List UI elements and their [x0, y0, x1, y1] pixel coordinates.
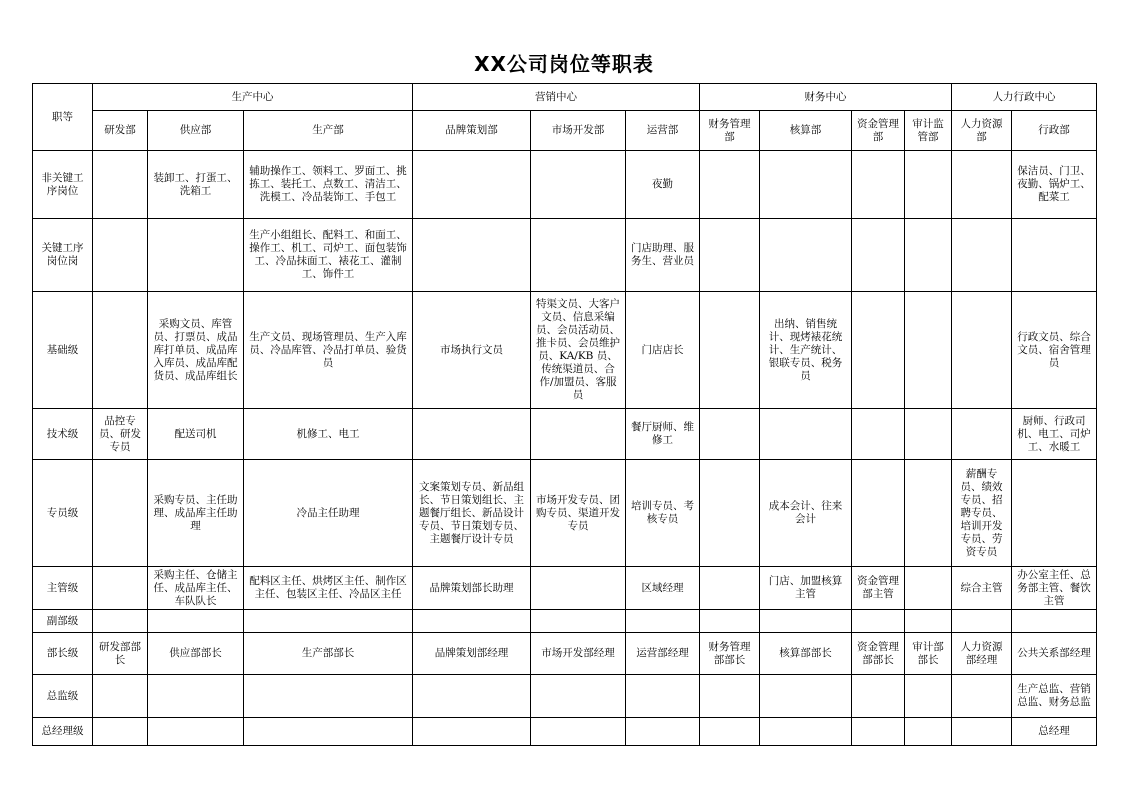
department-header: 人力资源部	[952, 111, 1012, 151]
position-cell: 生产部部长	[244, 633, 413, 675]
position-cell	[413, 409, 531, 460]
table-row	[33, 460, 1097, 567]
position-cell	[1012, 610, 1097, 633]
position-cell	[244, 675, 413, 718]
position-cell: 生产文员、现场管理员、生产入库员、冷品库管、冷品打单员、验货员	[244, 292, 413, 409]
position-cell: 餐厅厨师、维修工	[626, 409, 700, 460]
position-cell	[700, 292, 760, 409]
position-cell: 成本会计、往来会计	[760, 460, 852, 567]
position-cell: 供应部部长	[148, 633, 244, 675]
position-cell	[413, 151, 531, 219]
position-cell	[760, 151, 852, 219]
position-cell	[93, 219, 148, 292]
position-cell	[852, 675, 905, 718]
position-cell	[760, 219, 852, 292]
position-cell	[852, 460, 905, 567]
position-cell	[760, 718, 852, 746]
department-header: 行政部	[1012, 111, 1097, 151]
position-cell	[413, 610, 531, 633]
position-cell: 特渠文员、大客户文员、信息采编员、会员活动员、推卡员、会员维护员、KA/KB 员、传统渠道员、合作/加盟员、客服员	[531, 292, 626, 409]
grade-header: 职等	[33, 84, 93, 151]
position-cell: 培训专员、考核专员	[626, 460, 700, 567]
position-cell	[148, 718, 244, 746]
position-cell: 公共关系部经理	[1012, 633, 1097, 675]
position-cell: 研发部部长	[93, 633, 148, 675]
position-cell	[905, 610, 952, 633]
table-row	[33, 151, 1097, 219]
position-cell	[852, 219, 905, 292]
position-cell	[852, 610, 905, 633]
position-cell: 薪酬专员、绩效专员、招聘专员、培训开发专员、劳资专员	[952, 460, 1012, 567]
table-body	[33, 151, 1097, 746]
position-cell	[905, 675, 952, 718]
department-header: 研发部	[93, 111, 148, 151]
grade-label: 总监级	[33, 675, 93, 718]
position-cell	[531, 567, 626, 610]
grade-label: 主管级	[33, 567, 93, 610]
position-cell	[760, 610, 852, 633]
grade-label: 专员级	[33, 460, 93, 567]
grade-label: 技术级	[33, 409, 93, 460]
center-group-header: 财务中心	[700, 84, 952, 111]
position-cell	[905, 409, 952, 460]
position-cell	[413, 718, 531, 746]
table-row	[33, 567, 1097, 610]
position-cell	[626, 610, 700, 633]
position-cell	[760, 675, 852, 718]
position-cell	[700, 567, 760, 610]
table-row	[33, 718, 1097, 746]
position-cell	[93, 610, 148, 633]
table-header	[33, 84, 1097, 151]
position-cell	[93, 460, 148, 567]
position-cell: 资金管理部部长	[852, 633, 905, 675]
position-cell	[952, 219, 1012, 292]
position-cell	[1012, 219, 1097, 292]
position-cell	[531, 219, 626, 292]
position-cell: 审计部部长	[905, 633, 952, 675]
position-cell	[531, 409, 626, 460]
position-cell	[93, 151, 148, 219]
position-cell: 综合主管	[952, 567, 1012, 610]
position-cell	[905, 718, 952, 746]
position-cell: 出纳、销售统计、现烤裱花统计、生产统计、银联专员、税务员	[760, 292, 852, 409]
position-cell	[700, 718, 760, 746]
position-cell	[700, 610, 760, 633]
position-cell	[700, 151, 760, 219]
position-cell	[700, 675, 760, 718]
position-cell	[413, 675, 531, 718]
department-header: 核算部	[760, 111, 852, 151]
position-cell	[952, 675, 1012, 718]
department-header: 资金管理部	[852, 111, 905, 151]
position-cell: 行政文员、综合文员、宿舍管理员	[1012, 292, 1097, 409]
position-cell: 装卸工、打蛋工、洗箱工	[148, 151, 244, 219]
position-cell	[1012, 460, 1097, 567]
grade-label: 副部级	[33, 610, 93, 633]
grade-label: 总经理级	[33, 718, 93, 746]
position-cell: 冷品主任助理	[244, 460, 413, 567]
center-group-header: 生产中心	[93, 84, 413, 111]
position-cell: 品牌策划部长助理	[413, 567, 531, 610]
position-cell	[531, 610, 626, 633]
position-cell: 采购专员、主任助理、成品库主任助理	[148, 460, 244, 567]
position-cell	[93, 292, 148, 409]
position-cell: 财务管理部部长	[700, 633, 760, 675]
position-cell: 夜勤	[626, 151, 700, 219]
position-cell: 采购主任、仓储主任、成品库主任、车队队长	[148, 567, 244, 610]
department-header: 生产部	[244, 111, 413, 151]
table-row	[33, 219, 1097, 292]
position-cell: 厨师、行政司机、电工、司炉工、水暖工	[1012, 409, 1097, 460]
position-cell: 核算部部长	[760, 633, 852, 675]
position-cell: 辅助操作工、领料工、罗面工、挑拣工、装托工、点数工、清洁工、洗模工、冷品装饰工、手包工	[244, 151, 413, 219]
position-cell: 总经理	[1012, 718, 1097, 746]
grade-label: 非关键工序岗位	[33, 151, 93, 219]
position-cell: 运营部经理	[626, 633, 700, 675]
department-header: 财务管理部	[700, 111, 760, 151]
position-cell: 品牌策划部经理	[413, 633, 531, 675]
table-row	[33, 610, 1097, 633]
position-cell	[531, 718, 626, 746]
position-cell	[852, 409, 905, 460]
position-cell	[148, 610, 244, 633]
grade-label: 关键工序岗位岗	[33, 219, 93, 292]
position-cell	[700, 219, 760, 292]
position-cell	[244, 610, 413, 633]
position-cell	[905, 460, 952, 567]
position-cell	[952, 409, 1012, 460]
position-cell	[952, 718, 1012, 746]
position-cell	[905, 219, 952, 292]
table-row	[33, 409, 1097, 460]
center-group-header: 人力行政中心	[952, 84, 1097, 111]
position-cell	[244, 718, 413, 746]
position-cell: 区域经理	[626, 567, 700, 610]
position-cell: 生产小组组长、配料工、和面工、操作工、机工、司炉工、面包装饰工、冷品抹面工、裱花工、灌制工、饰件工	[244, 219, 413, 292]
position-cell	[626, 675, 700, 718]
department-header: 审计监管部	[905, 111, 952, 151]
table-row	[33, 675, 1097, 718]
position-cell	[93, 567, 148, 610]
position-cell: 文案策划专员、新品组长、节日策划组长、主题餐厅组长、新品设计专员、节日策划专员、主题餐厅设计专员	[413, 460, 531, 567]
position-cell: 配料区主任、烘烤区主任、制作区主任、包装区主任、冷品区主任	[244, 567, 413, 610]
department-header: 品牌策划部	[413, 111, 531, 151]
department-header: 运营部	[626, 111, 700, 151]
position-cell: 配送司机	[148, 409, 244, 460]
department-header: 市场开发部	[531, 111, 626, 151]
table-row	[33, 292, 1097, 409]
position-cell	[93, 718, 148, 746]
position-cell: 门店助理、服务生、营业员	[626, 219, 700, 292]
position-cell	[952, 151, 1012, 219]
position-cell	[148, 675, 244, 718]
position-cell: 市场执行文员	[413, 292, 531, 409]
position-cell	[952, 292, 1012, 409]
position-cell: 门店店长	[626, 292, 700, 409]
position-cell: 市场开发部经理	[531, 633, 626, 675]
grade-label: 部长级	[33, 633, 93, 675]
position-cell	[700, 460, 760, 567]
position-cell	[905, 292, 952, 409]
position-cell: 资金管理部主管	[852, 567, 905, 610]
department-header: 供应部	[148, 111, 244, 151]
position-cell: 办公室主任、总务部主管、餐饮主管	[1012, 567, 1097, 610]
position-cell	[760, 409, 852, 460]
table-row	[33, 633, 1097, 675]
position-cell: 生产总监、营销总监、财务总监	[1012, 675, 1097, 718]
position-cell	[952, 610, 1012, 633]
position-cell: 品控专员、研发专员	[93, 409, 148, 460]
position-cell	[93, 675, 148, 718]
position-cell: 采购文员、库管员、打票员、成品库打单员、成品库入库员、成品库配货员、成品库组长	[148, 292, 244, 409]
position-cell	[852, 151, 905, 219]
position-cell: 门店、加盟核算主管	[760, 567, 852, 610]
position-cell	[531, 675, 626, 718]
position-cell	[905, 151, 952, 219]
position-cell	[148, 219, 244, 292]
position-cell: 机修工、电工	[244, 409, 413, 460]
position-cell	[905, 567, 952, 610]
document-title: XX公司岗位等职表	[474, 52, 654, 76]
position-cell	[852, 292, 905, 409]
position-cell	[626, 718, 700, 746]
position-cell	[531, 151, 626, 219]
job-grade-table	[32, 83, 1097, 746]
position-cell	[413, 219, 531, 292]
position-cell	[852, 718, 905, 746]
position-cell: 保洁员、门卫、夜勤、锅炉工、配菜工	[1012, 151, 1097, 219]
position-cell: 人力资源部经理	[952, 633, 1012, 675]
grade-label: 基础级	[33, 292, 93, 409]
center-group-header: 营销中心	[413, 84, 700, 111]
position-cell: 市场开发专员、团购专员、渠道开发专员	[531, 460, 626, 567]
position-cell	[700, 409, 760, 460]
